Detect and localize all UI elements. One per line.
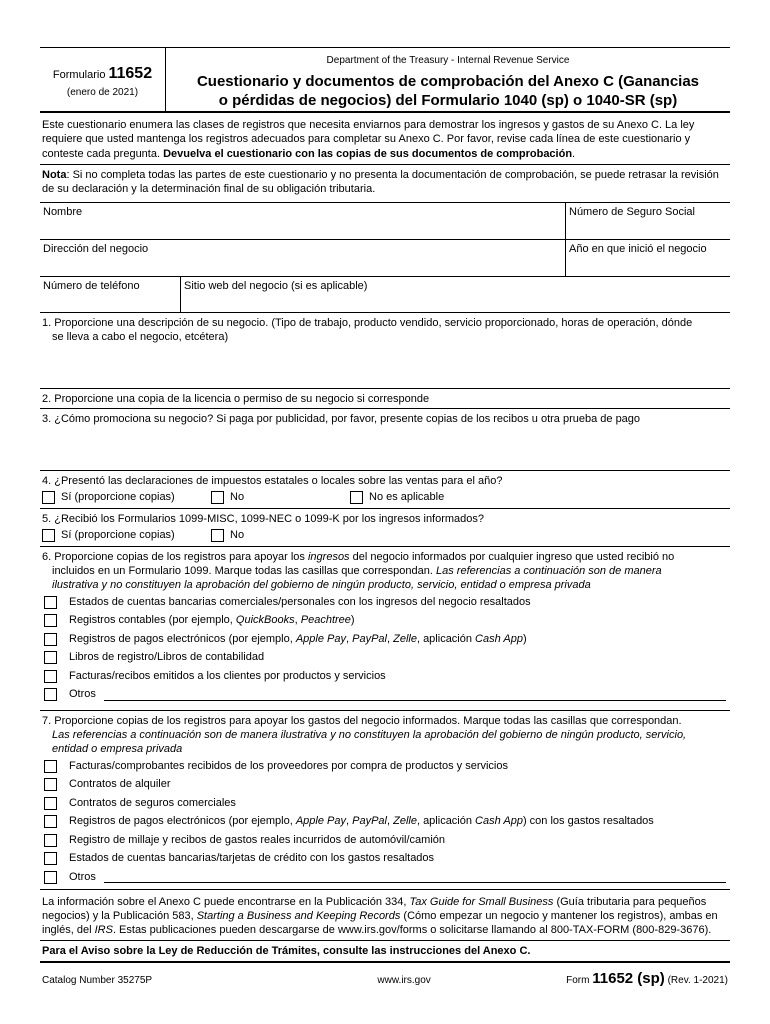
note-text: Nota: Si no completa todas las partes de este cuestionario y no presenta la documentación de comprobación, se puede retrasar la revisión de su declaración y la determinación final de su obligación tributaria. <box>42 168 719 196</box>
checkbox[interactable] <box>44 815 57 828</box>
checkbox[interactable] <box>44 852 57 865</box>
phone-row <box>40 276 730 313</box>
checkbox[interactable] <box>44 670 57 683</box>
question-3[interactable]: 3. ¿Cómo promociona su negocio? Si paga por publicidad, por favor, presente copias de los recibos u otra prueba de pago <box>40 409 730 471</box>
form-id-box <box>40 48 166 111</box>
question-4: 4. ¿Presentó las declaraciones de impuestos estatales o locales sobre las ventas para el año? Sí (proporcione copias) No No es aplicable <box>40 471 730 509</box>
checkbox[interactable] <box>44 871 57 884</box>
start-year-field[interactable]: Año en que inició el negocio <box>565 240 730 276</box>
footer-form-number: Form 11652 (sp) (Rev. 1-2021) <box>566 970 728 988</box>
checkbox[interactable] <box>44 633 57 646</box>
department: Department of the Treasury - Internal Revenue Service <box>326 55 570 66</box>
form-footer <box>40 963 730 989</box>
q7-item-other[interactable]: Otros <box>42 868 728 887</box>
checkbox[interactable] <box>44 651 57 664</box>
checkbox[interactable] <box>44 688 57 701</box>
form-number: 11652 <box>108 64 153 82</box>
checkbox[interactable] <box>44 614 57 627</box>
q7-item-insurance[interactable]: Contratos de seguros comerciales <box>42 794 728 813</box>
q6-item-bank-statements[interactable]: Estados de cuentas bancarias comerciales/personales con los ingresos del negocio resaltados <box>42 593 728 612</box>
q5-yes-checkbox[interactable] <box>42 529 55 542</box>
other-line[interactable] <box>104 689 726 701</box>
form-title-box <box>166 48 730 111</box>
q7-item-supplier-invoices[interactable]: Facturas/comprobantes recibidos de los proveedores por compra de productos y servicios <box>42 757 728 776</box>
form-prefix: Formulario <box>52 68 106 81</box>
irs-website: www.irs.gov <box>377 975 431 987</box>
question-1[interactable]: 1. Proporcione una descripción de su negocio. (Tipo de trabajo, producto vendido, servicio proporcionado, horas de operación, dónde se lleva a cabo el negocio, etcétera) <box>40 313 730 389</box>
paperwork-notice: Para el Aviso sobre la Ley de Reducción de Trámites, consulte las instrucciones del Anexo C. <box>40 940 730 963</box>
q7-item-rental-contracts[interactable]: Contratos de alquiler <box>42 775 728 794</box>
name-row <box>40 202 730 239</box>
q4-na-checkbox[interactable] <box>350 491 363 504</box>
phone-field[interactable]: Número de teléfono <box>43 279 140 292</box>
name-field[interactable]: Nombre <box>43 205 83 218</box>
question-5: 5. ¿Recibió los Formularios 1099-MISC, 1099-NEC o 1099-K por los ingresos informados? Sí (proporcione copias) No <box>40 509 730 547</box>
intro-text: Este cuestionario enumera las clases de registros que necesita enviarnos para demostrar los ingresos y gastos de su Anexo C. La ley requiere que usted mantenga los registros adecuados para completar su Anexo C. Por favor, revise cada línea de este cuestionario y conteste cada pregunta. Devuelva el cuestionario con las copias de sus documentos de comprobación. <box>40 113 730 165</box>
checkbox[interactable] <box>44 596 57 609</box>
q6-item-accounting[interactable]: Registros contables (por ejemplo, QuickBooks, Peachtree) <box>42 611 728 630</box>
q4-yes-checkbox[interactable] <box>42 491 55 504</box>
checkbox[interactable] <box>44 797 57 810</box>
question-2: 2. Proporcione una copia de la licencia o permiso de su negocio si corresponde <box>40 389 730 409</box>
checkbox[interactable] <box>44 760 57 773</box>
address-row <box>40 239 730 276</box>
checkbox[interactable] <box>44 834 57 847</box>
address-field[interactable]: Dirección del negocio <box>43 242 149 255</box>
q4-no-checkbox[interactable] <box>211 491 224 504</box>
form-header <box>40 47 730 113</box>
question-6: 6. Proporcione copias de los registros para apoyar los ingresos del negocio informados por cualquier ingreso que usted recibió no incluidos en un Formulario 1099. Marque todas las casillas que correspondan. Las referencias a continuación son de manera ilustrativa y no constituyen la aprobación del gobierno de ningún producto, servicio, entidad o empresa privada Estados de cuentas bancarias comerciales/personales con los ingresos del negocio resaltados Registros contables (por ejemplo, QuickBooks, Peachtree) Registros de pagos electrónicos (por ejemplo, Apple Pay, PayPal, Zelle, aplicación Cash App) Libros de registro/Libros de contabilidad Facturas/recibos emitidos a los clientes por productos y servicios Otros <box>40 547 730 711</box>
q7-item-bank-cards[interactable]: Estados de cuentas bancarias/tarjetas de crédito con los gastos resaltados <box>42 849 728 868</box>
form-title: Cuestionario y documentos de comprobación del Anexo C (Ganancias o pérdidas de negocios) del Formulario 1040 (sp) o 1040-SR (sp) <box>196 73 700 109</box>
checkbox[interactable] <box>44 778 57 791</box>
form-page <box>40 47 730 989</box>
q5-no-checkbox[interactable] <box>211 529 224 542</box>
form-date: (enero de 2021) <box>66 87 139 99</box>
q6-item-invoices[interactable]: Facturas/recibos emitidos a los clientes por productos y servicios <box>42 667 728 686</box>
question-7: 7. Proporcione copias de los registros para apoyar los gastos del negocio informados. Marque todas las casillas que correspondan. Las referencias a continuación son de manera ilustrativa y no constituyen la aprobación del gobierno de ningún producto, servicio, entidad o empresa privada Facturas/comprobantes recibidos de los proveedores por compra de productos y servicios Contratos de alquiler Contratos de seguros comerciales Registros de pagos electrónicos (por ejemplo, Apple Pay, PayPal, Zelle, aplicación Cash App) con los gastos resaltados Registro de millaje y recibos de gastos reales incurridos de automóvil/camión Estados de cuentas bancarias/tarjetas de crédito con los gastos resaltados Otros <box>40 711 730 890</box>
q6-item-other[interactable]: Otros <box>42 685 728 704</box>
publication-info: La información sobre el Anexo C puede encontrarse en la Publicación 334, Tax Guide for Small Business (Guía tributaria para pequeños negocios) y la Publicación 583, Starting a Business and Keeping Records (Cómo empezar un negocio y mantener los registros), ambas en inglés, del IRS. Estas publicaciones pueden descargarse de www.irs.gov/forms o solicitarse llamando al 800-TAX-FORM (800-829-3676). <box>42 895 718 937</box>
ssn-field[interactable]: Número de Seguro Social <box>565 203 730 239</box>
q6-item-electronic-payments[interactable]: Registros de pagos electrónicos (por ejemplo, Apple Pay, PayPal, Zelle, aplicación Cash App) <box>42 630 728 649</box>
q7-item-electronic-payments[interactable]: Registros de pagos electrónicos (por ejemplo, Apple Pay, PayPal, Zelle, aplicación Cash App) con los gastos resaltados <box>42 812 728 831</box>
other-line[interactable] <box>104 871 726 883</box>
q7-item-mileage[interactable]: Registro de millaje y recibos de gastos reales incurridos de automóvil/camión <box>42 831 728 850</box>
catalog-number: Catalog Number 35275P <box>42 975 153 987</box>
q6-item-ledgers[interactable]: Libros de registro/Libros de contabilidad <box>42 648 728 667</box>
website-field[interactable]: Sitio web del negocio (si es aplicable) <box>180 277 730 312</box>
